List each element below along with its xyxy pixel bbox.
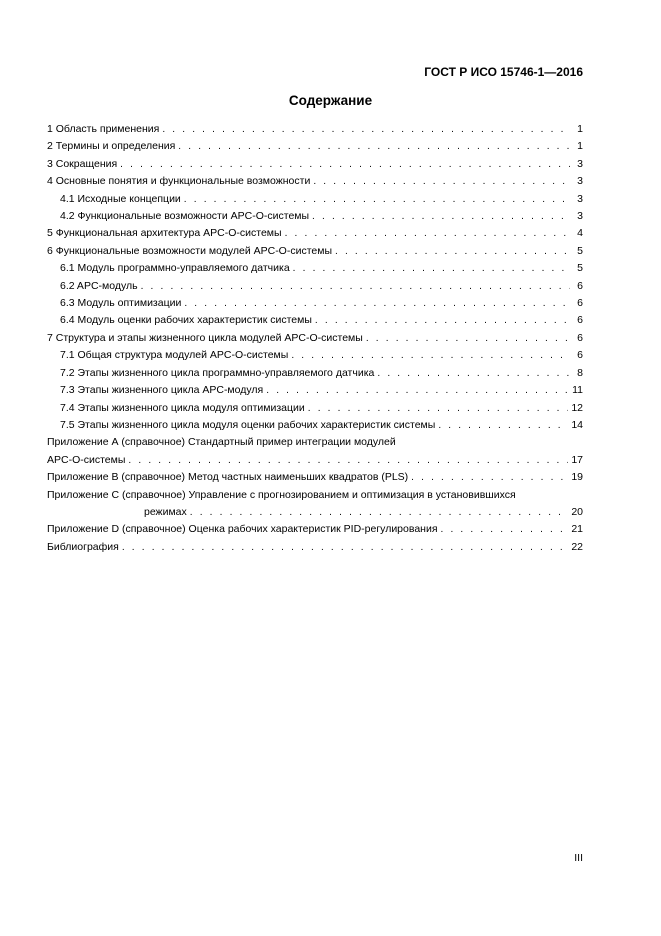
toc-entry-page: 11 <box>572 384 583 397</box>
toc-entry[interactable] <box>47 138 583 155</box>
toc-entry-label: Библиография <box>47 540 119 553</box>
toc-entry[interactable] <box>47 225 583 242</box>
toc-entry[interactable] <box>47 191 583 208</box>
toc-entry-label: 7.2 Этапы жизненного цикла программно-управляемого датчика <box>60 366 375 379</box>
toc-entry-label: 6.1 Модуль программно-управляемого датчика <box>60 262 290 275</box>
toc-entry-page: 20 <box>571 505 583 518</box>
toc-entry[interactable] <box>47 295 583 312</box>
toc-entry-page: 12 <box>571 401 583 414</box>
toc-entry-page: 1 <box>577 123 583 135</box>
toc-entry-page: 22 <box>571 540 583 553</box>
toc-entry-label: 2 Термины и определения <box>47 140 176 153</box>
toc-entry[interactable] <box>47 278 583 295</box>
toc-entry-label: Приложение D (справочное) Оценка рабочих характеристик PID-регулирования <box>47 523 438 536</box>
leader-dots <box>128 452 568 469</box>
toc-entry-label: 7.5 Этапы жизненного цикла модуля оценки рабочих характеристик системы <box>60 418 436 431</box>
toc-entry-page: 3 <box>577 192 583 205</box>
standard-number: ГОСТ Р ИСО 15746-1—2016 <box>424 65 583 79</box>
toc-entry-appendix-c[interactable] <box>47 487 583 522</box>
leader-dots <box>313 173 570 190</box>
toc-entry-label: 4.1 Исходные концепции <box>60 192 181 205</box>
leader-dots <box>291 347 570 364</box>
toc-entry[interactable] <box>47 121 583 138</box>
toc-entry[interactable] <box>47 400 583 417</box>
toc-entry-page: 3 <box>577 157 583 170</box>
toc-entry-page: 1 <box>577 140 583 153</box>
leader-dots <box>308 400 569 417</box>
toc-entry-label: Приложение В (справочное) Метод частных наименьших квадратов (PLS) <box>47 471 409 484</box>
toc-entry-label: 6.4 Модуль оценки рабочих характеристик системы <box>60 314 312 327</box>
toc-entry-page: 21 <box>571 523 583 536</box>
page-number: III <box>574 852 583 864</box>
toc-entry-label: 6.3 Модуль оптимизации <box>60 297 182 310</box>
toc-entry-label: 7.4 Этапы жизненного цикла модуля оптимизации <box>60 401 305 414</box>
leader-dots <box>184 191 570 208</box>
toc-entry[interactable] <box>47 330 583 347</box>
toc-entry-label: 1 Область применения <box>47 123 160 135</box>
leader-dots <box>438 417 568 434</box>
toc-entry-page: 8 <box>577 366 583 379</box>
toc-entry-label: 4.2 Функциональные возможности APC-O-системы <box>60 210 310 223</box>
toc-entry-page: 3 <box>577 210 583 223</box>
toc-entry-label: 6.2 APC-модуль <box>60 279 138 292</box>
leader-dots <box>312 208 570 225</box>
leader-dots <box>285 225 570 242</box>
toc-entry-page: 5 <box>577 244 583 257</box>
leader-dots <box>120 156 570 173</box>
leader-dots <box>190 504 569 521</box>
toc-entry-page: 3 <box>577 175 583 188</box>
toc-entry-label: 7 Структура и этапы жизненного цикла модулей APC-O-системы <box>47 331 363 344</box>
toc-entry-page: 4 <box>577 227 583 240</box>
toc-entry[interactable] <box>47 347 583 364</box>
page-title: Содержание <box>288 93 373 108</box>
toc-entry-label: режимах <box>144 505 187 518</box>
toc-entry-label: Приложение А (справочное) Стандартный пример интеграции модулей <box>47 436 396 449</box>
toc-entry[interactable] <box>47 365 583 382</box>
leader-dots <box>184 295 570 312</box>
toc-entry-page: 5 <box>577 262 583 275</box>
toc-entry-appendix-b[interactable] <box>47 469 583 486</box>
leader-dots <box>178 138 570 155</box>
toc-entry-label: 7.1 Общая структура модулей APC-O-системы <box>60 349 289 362</box>
toc-entry-label: Приложение С (справочное) Управление с прогнозированием и оптимизация в установившихся <box>47 488 516 501</box>
toc-entry-page: 6 <box>577 349 583 362</box>
toc-entry-page: 14 <box>571 418 583 431</box>
toc-entry-page: 6 <box>577 331 583 344</box>
toc-entry-page: 6 <box>577 279 583 292</box>
leader-dots <box>335 243 570 260</box>
toc-entry[interactable] <box>47 208 583 225</box>
toc-entry-page: 6 <box>577 314 583 327</box>
toc-entry-label: 7.3 Этапы жизненного цикла APC-модуля <box>60 384 264 397</box>
toc-entry-page: 17 <box>571 453 583 466</box>
toc-entry[interactable] <box>47 173 583 190</box>
toc-entry[interactable] <box>47 260 583 277</box>
toc-entry-label: 4 Основные понятия и функциональные возможности <box>47 175 311 188</box>
toc-entry-label: 3 Сокращения <box>47 157 118 170</box>
leader-dots <box>162 121 570 138</box>
table-of-contents <box>47 121 583 556</box>
toc-entry-appendix-a[interactable] <box>47 434 583 469</box>
toc-entry-bibliography[interactable] <box>47 539 583 556</box>
leader-dots <box>315 312 570 329</box>
toc-entry-page: 6 <box>577 297 583 310</box>
leader-dots <box>441 521 569 538</box>
toc-entry-page: 19 <box>571 471 583 484</box>
toc-entry-appendix-d[interactable] <box>47 521 583 538</box>
toc-entry[interactable] <box>47 382 583 399</box>
toc-entry-label: APC-O-системы <box>47 453 126 466</box>
leader-dots <box>293 260 570 277</box>
leader-dots <box>266 382 569 399</box>
leader-dots <box>122 539 568 556</box>
toc-entry-label: 5 Функциональная архитектура APC-O-системы <box>47 227 282 240</box>
toc-entry[interactable] <box>47 156 583 173</box>
toc-entry[interactable] <box>47 243 583 260</box>
leader-dots <box>411 469 568 486</box>
leader-dots <box>377 365 570 382</box>
toc-entry-label: 6 Функциональные возможности модулей APC-O-системы <box>47 244 333 257</box>
toc-entry[interactable] <box>47 312 583 329</box>
toc-entry[interactable] <box>47 417 583 434</box>
leader-dots <box>366 330 570 347</box>
leader-dots <box>141 278 570 295</box>
